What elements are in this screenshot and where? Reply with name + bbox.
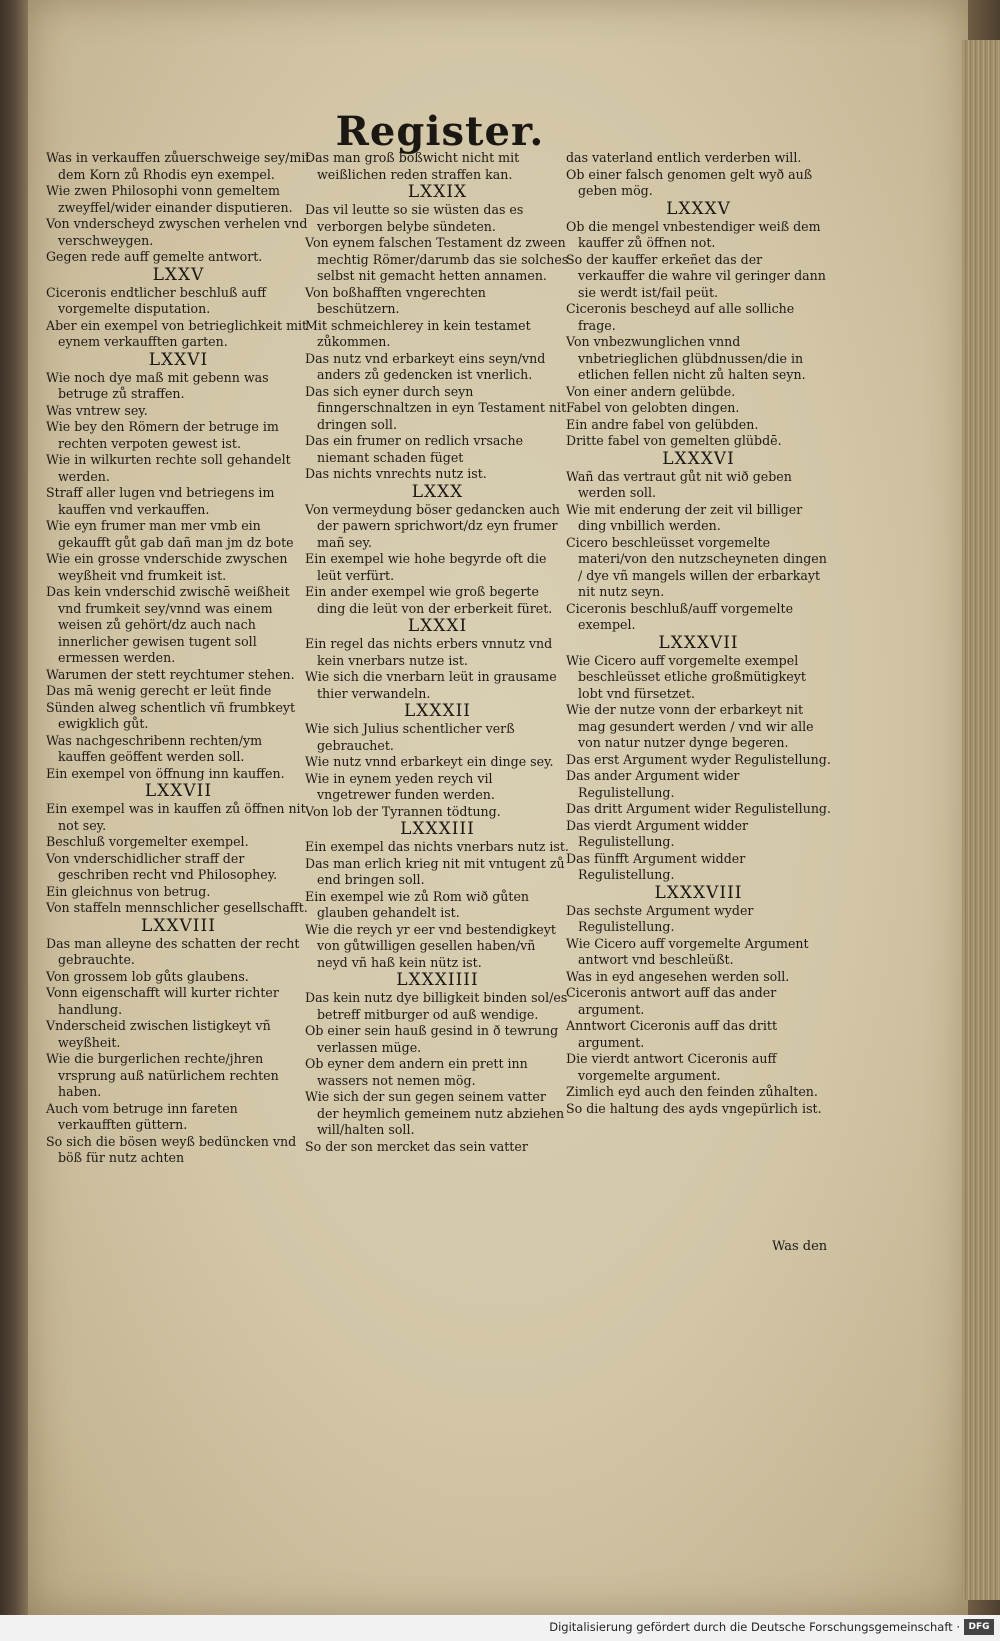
footer-bar bbox=[0, 1615, 1000, 1641]
register-entry: Von vnbezwunglichen vnnd vnbetrieglichen glübdnussen/die in etlichen fellen nicht zů halten seyn. bbox=[566, 334, 806, 382]
register-entry: Wie bey den Römern der betruge im rechten verpoten gewest ist. bbox=[46, 419, 279, 451]
register-entry: Anntwort Ciceronis auff das dritt argument. bbox=[566, 1018, 778, 1050]
register-entry: Wie noch dye maß mit gebenn was betruge zů straffen. bbox=[46, 369, 269, 401]
section-numeral: LXXVII bbox=[144, 781, 213, 801]
register-entry: Das man alleyne des schatten der recht gebrauchte. bbox=[46, 935, 300, 967]
register-entry: Wie eyn frumer man mer vmb ein gekaufft gůt gab dañ man jm dz bote bbox=[46, 518, 294, 550]
register-entry: Dritte fabel von gemelten glübdē. bbox=[566, 433, 782, 448]
register-entry: Ein regel das nichts erbers vnnutz vnd kein vnerbars nutze ist. bbox=[305, 636, 553, 668]
register-entry: Was in eyd angesehen werden soll. bbox=[566, 968, 790, 984]
register-entry: Ciceronis beschluß/auff vorgemelte exempel. bbox=[566, 600, 794, 632]
register-entry: Von staffeln mennschlicher gesellschafft. bbox=[46, 900, 308, 915]
register-entry: Wie Cicero auff vorgemelte exempel beschleüsset etliche großmütigkeyt lobt vnd fürsetzet. bbox=[566, 652, 806, 701]
section-numeral: LXXV bbox=[152, 264, 205, 285]
register-entry: Ein exempel wie zů Rom wið gůten glauben gehandelt ist. bbox=[305, 888, 530, 920]
register-entry: Das erst Argument wyder Regulistellung. bbox=[566, 751, 831, 767]
register-entry: Das sich eyner durch seyn finngerschnaltzen in eyn Testament nit dringen soll. bbox=[305, 383, 567, 432]
register-entry: Mit schmeichlerey in kein testamet zůkommen. bbox=[305, 317, 531, 349]
register-entry: Wie der nutze vonn der erbarkeyt nit mag gesundert werden / vnd wir alle von natur nutzer dynge begeren. bbox=[566, 702, 814, 750]
page-title: Register. bbox=[335, 108, 545, 155]
register-entry: Gegen rede auff gemelte antwort. bbox=[46, 249, 263, 264]
register-entry: Wie sich der sun gegen seinem vatter der heymlich gemeinem nutz abziehen will/halten soll. bbox=[305, 1089, 565, 1137]
register-entry: Das dritt Argument wider Regulistellung. bbox=[566, 801, 831, 816]
register-entry: Ciceronis endtlicher beschluß auff vorgemelte disputation. bbox=[46, 284, 267, 316]
register-entry: Das kein vnderschid zwischē weißheit vnd frumkeit sey/vnnd was einem weisen zů gehört/dz auch nach innerlicher gewisen tugent soll ermessen werden. bbox=[46, 584, 290, 665]
section-numeral: LXXVIII bbox=[141, 915, 216, 936]
register-entry: Ein exempel von öffnung inn kauffen. bbox=[46, 765, 285, 781]
credit-text: Digitalisierung gefördert durch die Deutsche Forschungsgemeinschaft · bbox=[549, 1620, 960, 1634]
register-entry: Wie die burgerlichen rechte/jhren vrsprung auß natürlichem rechten haben. bbox=[46, 1051, 279, 1099]
register-entry: Ob einer sein hauß gesind in ð tewrung verlassen müge. bbox=[305, 1023, 559, 1055]
section-numeral: LXXIX bbox=[407, 182, 468, 202]
register-entry: Vonn eigenschafft will kurter richter handlung. bbox=[46, 985, 279, 1017]
register-entry: Vnderscheid zwischen listigkeyt vñ weyßheit. bbox=[46, 1018, 271, 1050]
register-entry: Wie nutz vnnd erbarkeyt ein dinge sey. bbox=[305, 754, 554, 769]
section-numeral: LXXXV bbox=[666, 198, 731, 219]
register-entry: Ein exempel das nichts vnerbars nutz ist. bbox=[305, 839, 569, 854]
page-edges bbox=[962, 40, 1000, 1600]
register-entry: Sünden alweg schentlich vñ frumbkeyt ewigklich gůt. bbox=[46, 699, 296, 731]
register-entry: Ob die mengel vnbestendiger weiß dem kauffer zů öffnen not. bbox=[566, 218, 821, 250]
register-entry: Von vermeydung böser gedancken auch der pawern sprichwort/dz eyn frumer mañ sey. bbox=[305, 501, 560, 550]
register-entry: Das nutz vnd erbarkeyt eins seyn/vnd anders zů gedencken ist vnerlich. bbox=[305, 350, 546, 382]
register-entry: Ein ander exempel wie groß begerte ding die leüt von der erberkeit füret. bbox=[305, 584, 553, 616]
register-entry: Was in verkauffen zůuerschweige sey/mit dem Korn zů Rhodis eyn exempel. bbox=[46, 150, 311, 182]
register-column-2 bbox=[305, 150, 570, 1155]
register-entry: Von boßhafften vngerechten beschützern. bbox=[305, 284, 486, 316]
register-entry: Das man groß bößwicht nicht mit weißlichen reden straffen kan. bbox=[305, 150, 520, 182]
register-entry: Beschluß vorgemelter exempel. bbox=[46, 834, 249, 849]
section-numeral: LXXX bbox=[411, 481, 464, 502]
section-numeral: LXXVI bbox=[148, 349, 209, 370]
register-entry: Die vierdt antwort Ciceronis auff vorgemelte argument. bbox=[566, 1051, 777, 1083]
register-entry: Cicero beschleüsset vorgemelte materi/von den nutzscheyneten dingen / dye vñ mangels willen der erbarkayt nit nutz seyn. bbox=[566, 534, 827, 599]
register-entry: Ob einer falsch genomen gelt wyð auß geben mög. bbox=[566, 166, 813, 198]
register-entry: So der kauffer erkeñet das der verkauffer die wahre vil geringer dann sie werdt ist/fail peüt. bbox=[566, 251, 826, 300]
register-entry: Das nichts vnrechts nutz ist. bbox=[305, 466, 487, 481]
register-entry: Was vntrew sey. bbox=[46, 402, 148, 418]
register-entry: Von lob der Tyrannen tödtung. bbox=[305, 803, 501, 819]
register-entry: das vaterland entlich verderben will. bbox=[566, 150, 802, 165]
section-numeral: LXXXVI bbox=[662, 448, 735, 469]
register-entry: Ob eyner dem andern ein prett inn wassers not nemen mög. bbox=[305, 1056, 528, 1088]
register-entry: Von vnderschidlicher straff der geschriben recht vnd Philosophey. bbox=[46, 850, 278, 882]
register-entry: Das sechste Argument wyder Regulistellung. bbox=[566, 902, 754, 934]
register-entry: Das vierdt Argument widder Regulistellung. bbox=[566, 817, 749, 849]
register-entry: Wie in wilkurten rechte soll gehandelt werden. bbox=[46, 452, 291, 484]
section-numeral: LXXXVII bbox=[658, 632, 739, 653]
register-entry: Von eynem falschen Testament dz zween mechtig Römer/darumb das sie solches selbst nit gemacht hetten annamen. bbox=[305, 235, 569, 283]
register-entry: Fabel von gelobten dingen. bbox=[566, 400, 740, 415]
register-column-1 bbox=[46, 150, 311, 1167]
register-entry: Warumen der stett reychtumer stehen. bbox=[46, 666, 295, 682]
section-numeral: LXXXVIII bbox=[654, 882, 743, 903]
register-entry: Das mā wenig gerecht er leüt finde bbox=[46, 683, 272, 698]
register-entry: Aber ein exempel von betrieglichkeit mit eynem verkaufften garten. bbox=[46, 317, 308, 349]
register-entry: Das ander Argument wider Regulistellung. bbox=[566, 768, 740, 800]
register-entry: Wie die reych yr eer vnd bestendigkeyt von gůtwilligen gesellen haben/vñ neyd vñ haß kein nütz ist. bbox=[305, 921, 556, 970]
register-entry: So die haltung des ayds vngepürlich ist. bbox=[566, 1100, 822, 1116]
section-numeral: LXXXII bbox=[403, 701, 472, 721]
register-entry: Von grossem lob gůts glaubens. bbox=[46, 968, 249, 984]
register-entry: Wie sich Julius schentlicher verß gebrauchet. bbox=[305, 721, 515, 753]
register-entry: So der son mercket das sein vatter bbox=[305, 1138, 528, 1154]
register-entry: Das vil leutte so sie wüsten das es verborgen belybe sündeten. bbox=[305, 202, 524, 234]
register-entry: Das man erlich krieg nit mit vntugent zů end bringen soll. bbox=[305, 855, 565, 887]
register-entry: Zimlich eyd auch den feinden zůhalten. bbox=[566, 1084, 818, 1099]
section-numeral: LXXXI bbox=[407, 616, 468, 636]
register-entry: Wie Cicero auff vorgemelte Argument antwort vnd beschleüßt. bbox=[566, 935, 809, 967]
register-entry: Wie in eynem yeden reych vil vngetrewer funden werden. bbox=[305, 770, 495, 802]
register-entry: Ein exempel wie hohe begyrde oft die leüt verfürt. bbox=[305, 551, 547, 583]
register-entry: Wie ein grosse vnderschide zwyschen weyßheit vnd frumkeit ist. bbox=[46, 551, 288, 583]
register-entry: Wie zwen Philosophi vonn gemeltem zweyffel/wider einander disputieren. bbox=[46, 183, 293, 215]
register-entry: Ciceronis antwort auff das ander argument. bbox=[566, 985, 777, 1017]
register-entry: So sich die bösen weyß bedüncken vnd böß für nutz achten bbox=[46, 1133, 297, 1165]
section-numeral: LXXXIIII bbox=[396, 970, 479, 990]
register-entry: Das kein nutz dye billigkeit binden sol/es betreff mitburger od auß wendige. bbox=[305, 990, 568, 1022]
section-numeral: LXXXIII bbox=[400, 819, 475, 839]
register-entry: Das ein frumer on redlich vrsache niemant schaden füget bbox=[305, 433, 524, 465]
register-entry: Das fünfft Argument widder Regulistellung. bbox=[566, 850, 746, 882]
register-column-3 bbox=[566, 150, 831, 1117]
register-entry: Was nachgeschribenn rechten/ym kauffen geöffent werden soll. bbox=[46, 732, 263, 764]
register-entry: Ein exempel was in kauffen zů öffnen nit not sey. bbox=[46, 801, 306, 833]
register-entry: Wie sich die vnerbarn leüt in grausame thier verwandeln. bbox=[305, 669, 557, 701]
catchword: Was den bbox=[772, 1239, 828, 1254]
register-entry: Ein andre fabel von gelübden. bbox=[566, 416, 759, 432]
register-entry: Ciceronis bescheyd auf alle solliche frage. bbox=[566, 301, 795, 333]
register-entry: Von vnderscheyd zwyschen verhelen vnd verschweygen. bbox=[46, 216, 308, 248]
dfg-logo: DFG bbox=[964, 1619, 994, 1635]
register-entry: Auch vom betruge inn fareten verkaufften güttern. bbox=[46, 1100, 238, 1132]
register-entry: Von einer andern gelübde. bbox=[566, 383, 736, 399]
register-entry: Wañ das vertraut gůt nit wið geben werden soll. bbox=[566, 468, 792, 500]
register-entry: Wie mit enderung der zeit vil billiger ding vnbillich werden. bbox=[566, 501, 803, 533]
register-entry: Ein gleichnus von betrug. bbox=[46, 883, 211, 899]
register-entry: Straff aller lugen vnd betriegens im kauffen vnd verkauffen. bbox=[46, 485, 275, 517]
